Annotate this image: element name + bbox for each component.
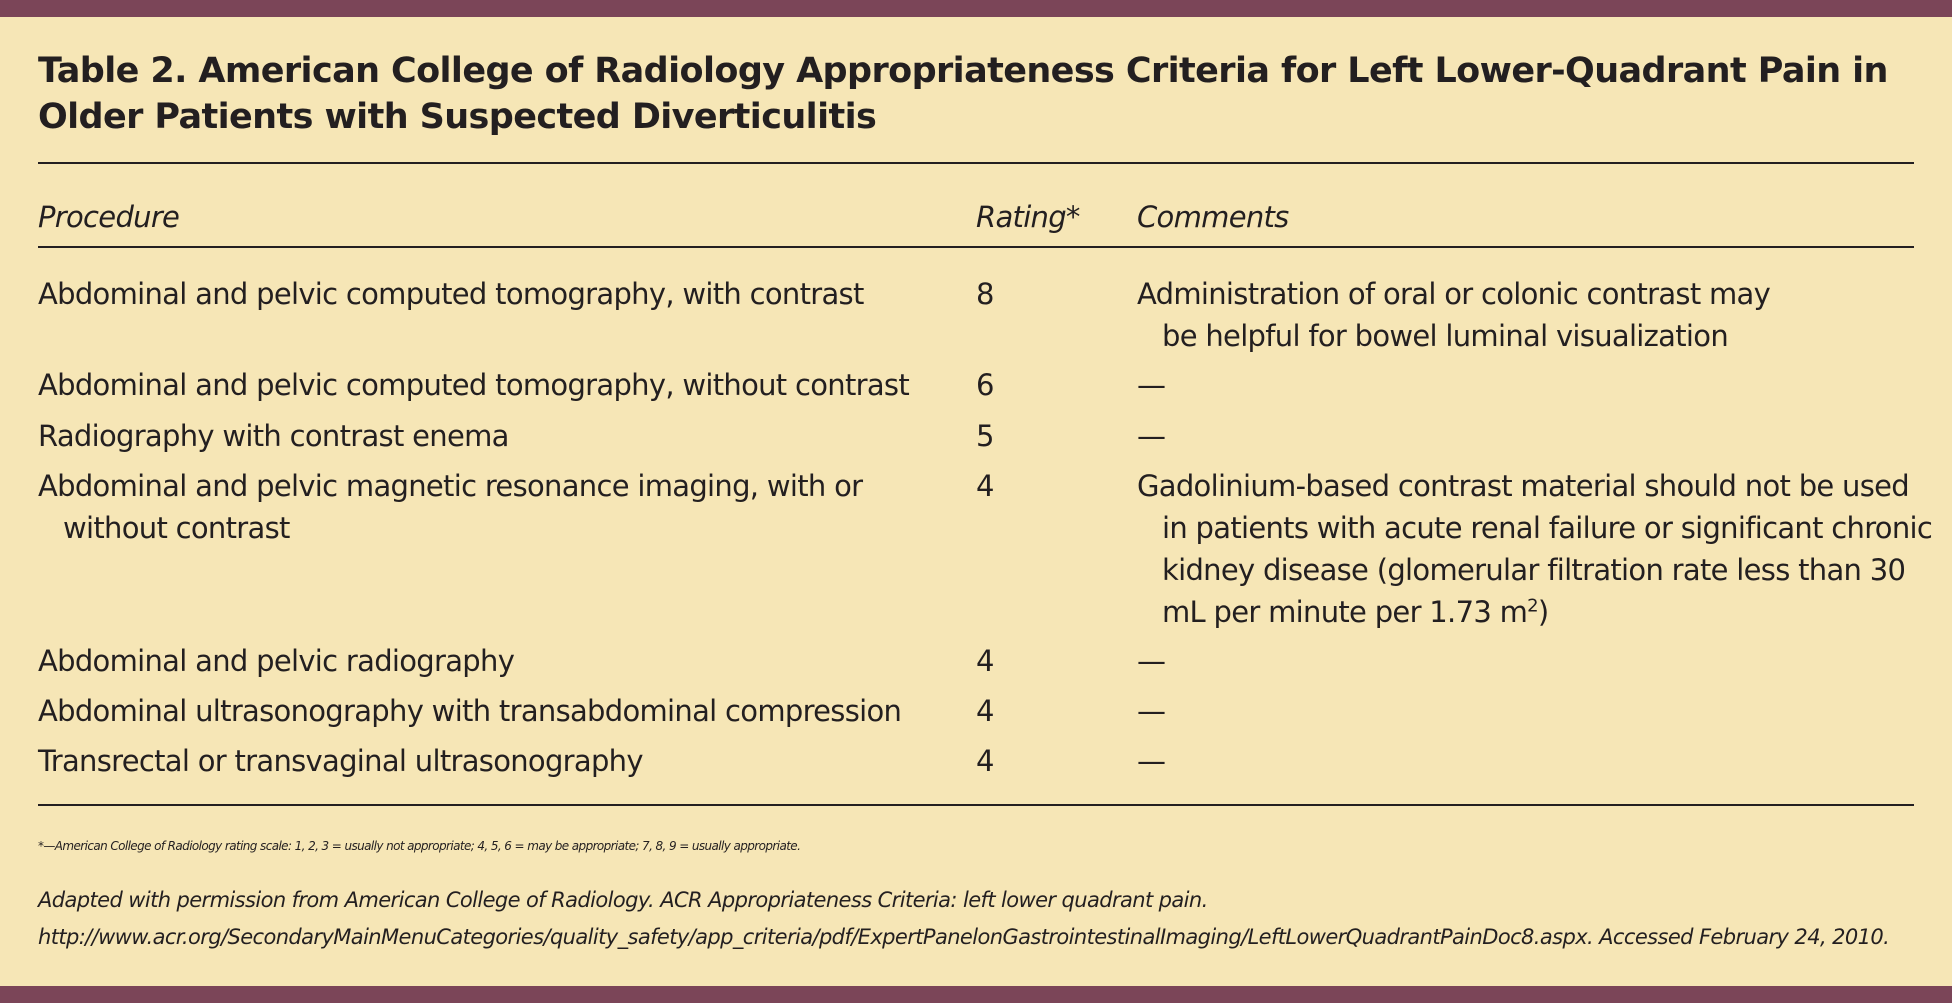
row-1-rating: 8	[976, 277, 994, 311]
column-header-procedure: Procedure	[38, 200, 180, 234]
bottom-border-band	[0, 986, 1952, 1003]
row-4-comments-superscript: 2	[1527, 595, 1538, 617]
row-7-comments: —	[1137, 744, 1166, 778]
header-rule	[38, 246, 1914, 248]
row-4-rating: 4	[976, 469, 994, 503]
top-border-band	[0, 0, 1952, 17]
row-5-rating: 4	[976, 644, 994, 678]
title-rule	[38, 162, 1914, 164]
row-5-comments: —	[1137, 644, 1166, 678]
table-bottom-rule	[38, 804, 1914, 806]
row-3-comments: —	[1137, 419, 1166, 453]
row-2-procedure: Abdominal and pelvic computed tomography, without contrast	[38, 368, 910, 402]
column-header-rating: Rating*	[976, 200, 1080, 234]
row-6-rating: 4	[976, 694, 994, 728]
row-2-comments: —	[1137, 368, 1166, 402]
source-citation: Adapted with permission from American College of Radiology. ACR Appropriateness Criteria: left lower quadrant pain. http://www.acr.org/SecondaryMainMenuCategories/quality_safety/app_criteria/pdf/ExpertPanelonGastrointestinalImaging/LeftLowerQuadrantPainDoc8.aspx. Accessed February 24, 2010.	[38, 888, 1890, 949]
row-4-comments-closing: )	[1537, 595, 1549, 629]
row-7-rating: 4	[976, 744, 994, 778]
table-title: Table 2. American College of Radiology Appropriateness Criteria for Left Lower-Quadrant Pain in Older Patients with Suspected Diverticulitis	[38, 51, 1888, 137]
row-4-procedure: Abdominal and pelvic magnetic resonance imaging, with or without contrast	[38, 469, 863, 545]
row-2-rating: 6	[976, 368, 994, 402]
rating-scale-footnote: *—American College of Radiology rating scale: 1, 2, 3 = usually not appropriate; 4, 5, 6 = may be appropriate; 7, 8, 9 = usually appropriate.	[38, 839, 801, 853]
row-6-procedure: Abdominal ultrasonography with transabdominal compression	[38, 694, 902, 728]
row-3-rating: 5	[976, 419, 994, 453]
row-5-procedure: Abdominal and pelvic radiography	[38, 644, 515, 678]
row-4-comments	[1137, 465, 1942, 633]
row-3-procedure: Radiography with contrast enema	[38, 419, 509, 453]
row-7-procedure: Transrectal or transvaginal ultrasonography	[38, 744, 643, 778]
row-1-comments: Administration of oral or colonic contrast may be helpful for bowel luminal visualization	[1137, 277, 1771, 353]
row-1-procedure: Abdominal and pelvic computed tomography, with contrast	[38, 277, 864, 311]
row-6-comments: —	[1137, 694, 1166, 728]
row-4-comments-text: Gadolinium-based contrast material should not be used in patients with acute renal failure or significant chronic kidney disease (glomerular filtration rate less than 30 mL per minute per 1.73 m	[1137, 469, 1933, 629]
column-header-comments: Comments	[1137, 200, 1289, 234]
